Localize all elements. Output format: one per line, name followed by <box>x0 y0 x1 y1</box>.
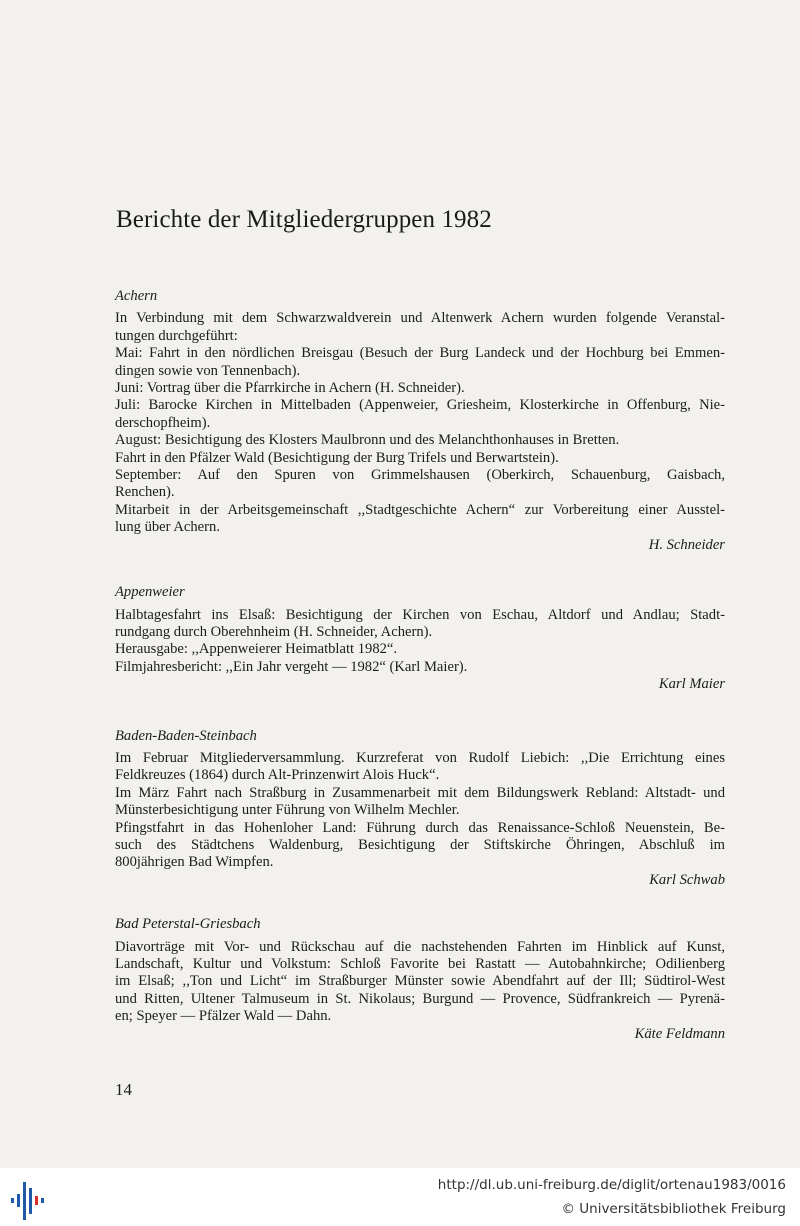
text-line: Mitarbeit in der Arbeitsgemeinschaft ,,Stadtgeschichte Achern“ zur Vorbereitung einer Ausstel- <box>115 501 725 518</box>
section-baden-baden-steinbach <box>115 728 725 890</box>
text-line: Halbtagesfahrt ins Elsaß: Besichtigung der Kirchen von Eschau, Altdorf und Andlau; Stadt- <box>115 606 725 623</box>
text-line: derschopfheim). <box>115 414 211 431</box>
page-number: 14 <box>115 1080 132 1099</box>
section-heading: Baden-Baden-Steinbach <box>115 727 257 744</box>
section-heading: Appenweier <box>115 584 185 601</box>
text-line: Juli: Barocke Kirchen in Mittelbaden (Appenweier, Griesheim, Klosterkirche in Offenburg, Nie- <box>115 397 725 414</box>
text-line: 800jährigen Bad Wimpfen. <box>115 854 274 871</box>
section-bad-peterstal-griesbach <box>115 916 725 1043</box>
section-appenweier <box>115 584 725 693</box>
section-heading: Achern <box>115 288 158 304</box>
signature: Käte Feldmann <box>634 1025 725 1042</box>
signature: Karl Schwab <box>649 871 725 888</box>
text-line: en; Speyer — Pfälzer Wald — Dahn. <box>115 1008 332 1025</box>
text-line: Renchen). <box>115 484 175 501</box>
section-heading: Bad Peterstal-Griesbach <box>115 916 261 933</box>
text-line: Im März Fahrt nach Straßburg in Zusammenarbeit mit dem Bildungswerk Rebland: Altstadt- und <box>115 784 725 801</box>
report-content <box>115 288 725 1043</box>
page-title: Berichte der Mitgliedergruppen 1982 <box>116 206 492 233</box>
signature: H. Schneider <box>648 536 725 553</box>
text-line: September: Auf den Spuren von Grimmelshausen (Oberkirch, Schauenburg, Gaisbach, <box>115 467 725 484</box>
library-footer <box>0 1168 800 1226</box>
text-line: Im Februar Mitgliederversammlung. Kurzreferat von Rudolf Liebich: ,,Die Errichtung eines <box>115 749 725 766</box>
text-line: Herausgabe: ,,Appenweierer Heimatblatt 1982“. <box>115 641 398 658</box>
text-line: such des Städtchens Waldenburg, Besichtigung der Stiftskirche Öhringen, Abschluß im <box>115 836 725 853</box>
text-line: Filmjahresbericht: ,,Ein Jahr vergeht — 1982“ (Karl Maier). <box>115 658 468 675</box>
text-line: und Ritten, Ultener Talmuseum in St. Nikolaus; Burgund — Provence, Südfrankreich — Pyrenä- <box>115 990 725 1007</box>
text-line: August: Besichtigung des Klosters Maulbronn und des Melanchthonhauses in Bretten. <box>115 432 620 449</box>
text-line: tungen durchgeführt: <box>115 327 238 344</box>
text-line: Diavorträge mit Vor- und Rückschau auf die nachstehenden Fahrten im Hinblick auf Kunst, <box>115 938 725 955</box>
text-line: im Elsaß; ,,Ton und Licht“ im Straßburger Münster sowie Abendfahrt auf der Ill; Südtirol-West <box>115 973 725 990</box>
text-line: Juni: Vortrag über die Pfarrkirche in Achern (H. Schneider). <box>115 380 465 397</box>
ub-freiburg-logo-icon <box>8 1178 48 1222</box>
section-achern <box>115 288 725 554</box>
text-line: Pfingstfahrt in das Hohenloher Land: Führung durch das Renaissance-Schloß Neuenstein, Be- <box>115 819 725 836</box>
text-line: Feldkreuzes (1864) durch Alt-Prinzenwirt Alois Huck“. <box>115 767 440 784</box>
text-line: Mai: Fahrt in den nördlichen Breisgau (Besuch der Burg Landeck und der Hochburg bei Emmen- <box>115 345 725 362</box>
text-line: lung über Achern. <box>115 519 220 536</box>
text-line: dingen sowie von Tennenbach). <box>115 362 301 379</box>
text-line: Fahrt in den Pfälzer Wald (Besichtigung der Burg Trifels und Berwartstein). <box>115 449 559 466</box>
signature: Karl Maier <box>658 676 725 693</box>
text-line: Landschaft, Kultur und Volkstum: Schloß Favorite bei Rastatt — Autobahnkirche; Odilienberg <box>115 956 725 972</box>
copyright-text: © Universitätsbibliothek Freiburg <box>561 1201 786 1217</box>
text-line: rundgang durch Oberehnheim (H. Schneider, Achern). <box>115 623 433 640</box>
text-line: In Verbindung mit dem Schwarzwaldverein und Altenwerk Achern wurden folgende Veranstal- <box>115 310 725 327</box>
text-line: Münsterbesichtigung unter Führung von Wilhelm Mechler. <box>115 802 460 819</box>
source-url-link[interactable]: http://dl.ub.uni-freiburg.de/diglit/ortenau1983/0016 <box>437 1177 786 1193</box>
